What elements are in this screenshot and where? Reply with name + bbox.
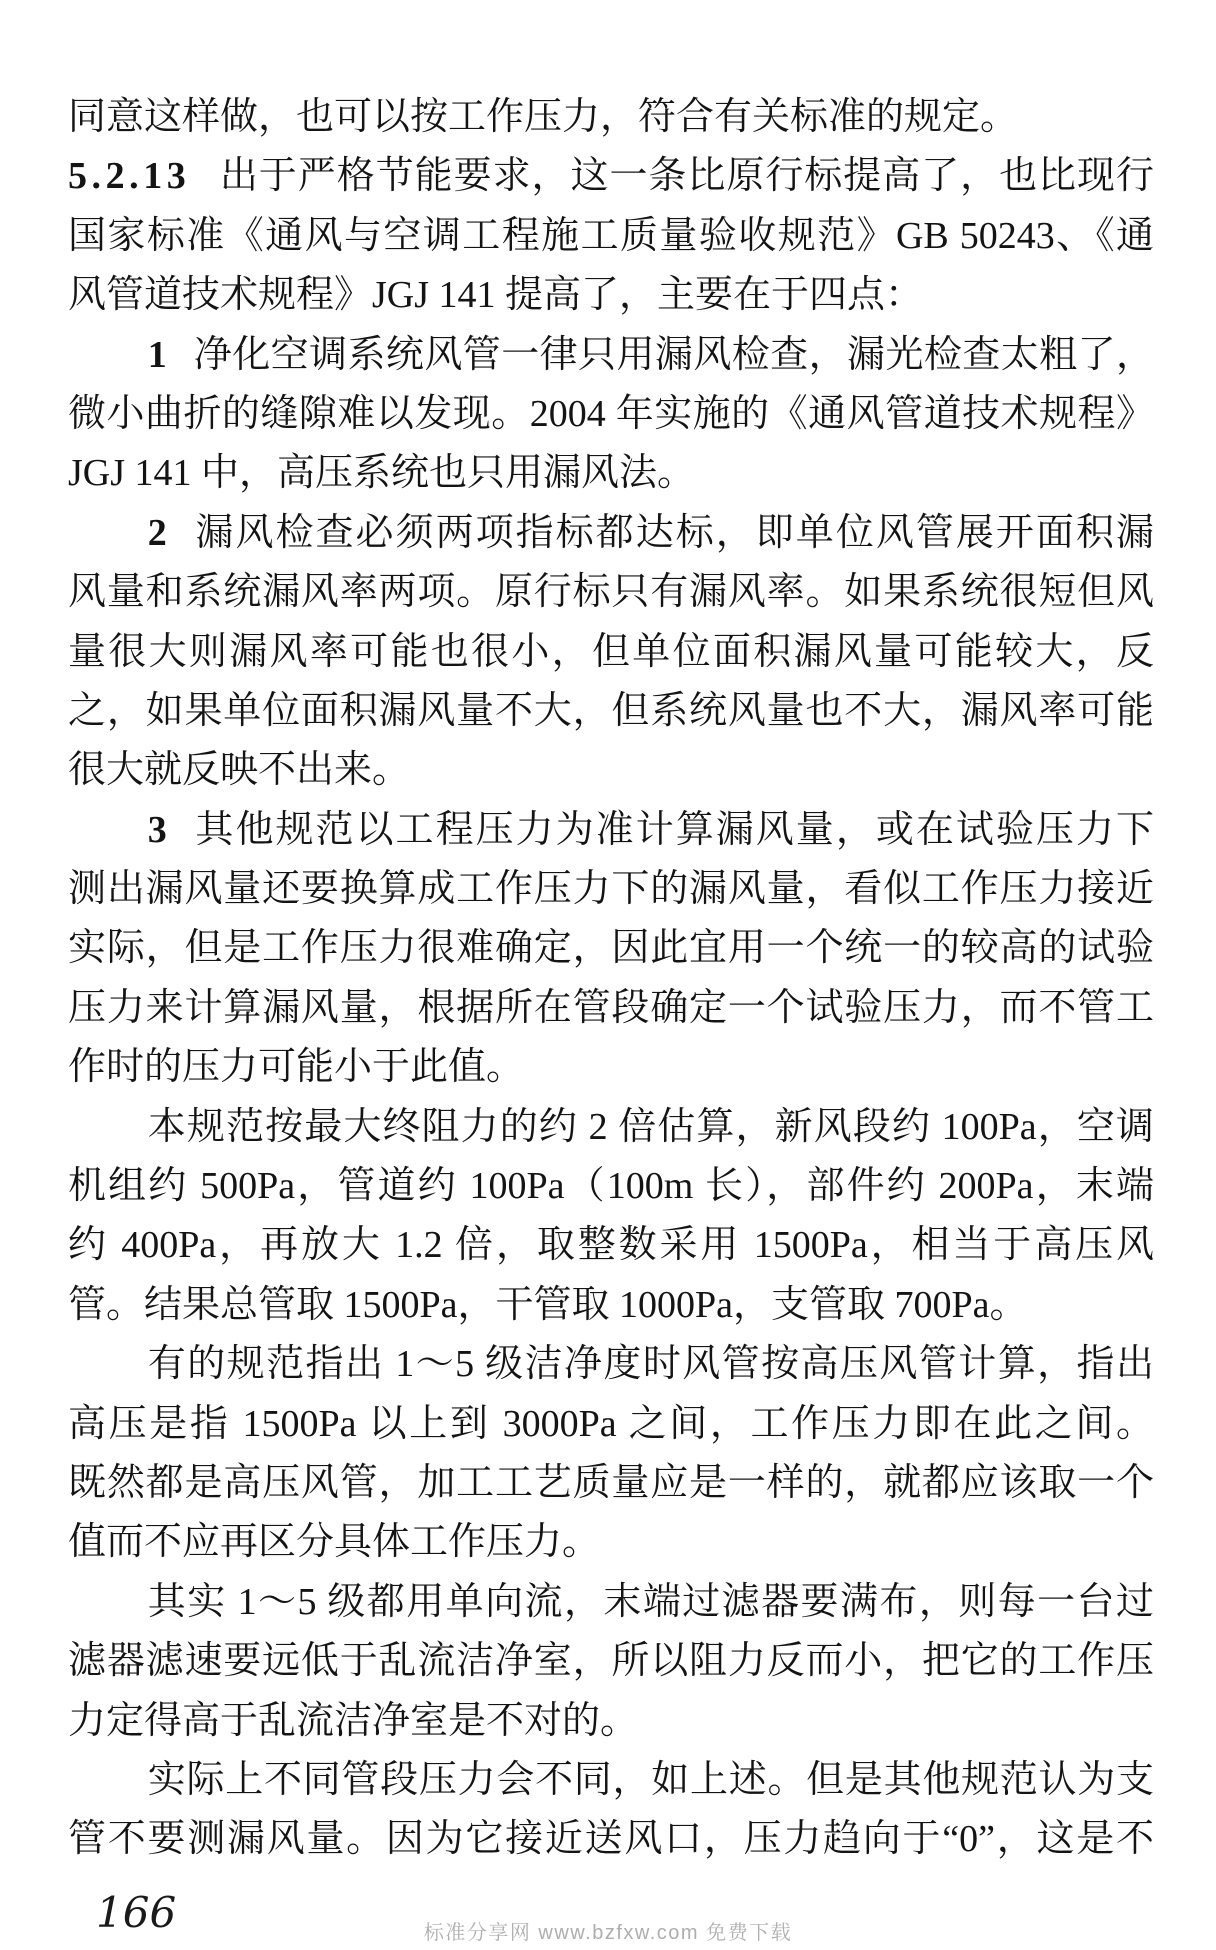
- text-line: [68, 266, 1154, 325]
- text-line: [68, 623, 1154, 682]
- text-line: [68, 563, 1154, 622]
- text-line: [68, 1098, 1154, 1157]
- text-line: [68, 1276, 1154, 1335]
- text-line: [68, 1395, 1154, 1454]
- text-line: [68, 801, 1154, 860]
- line-text: 压力来计算漏风量，根据所在管段确定一个试验压力，而不管工: [68, 986, 1154, 1029]
- line-text: 机组约 500Pa，管道约 100Pa（100m 长），部件约 200Pa，末端: [68, 1165, 1154, 1208]
- text-line: [68, 207, 1154, 266]
- text-line: [68, 444, 1154, 503]
- line-text: 力定得高于乱流洁净室是不对的。: [68, 1699, 639, 1742]
- line-text: 微小曲折的缝隙难以发现。2004 年实施的《通风管道技术规程》: [68, 392, 1154, 435]
- line-text: 本规范按最大终阻力的约 2 倍估算，新风段约 100Pa，空调: [147, 1105, 1154, 1148]
- line-text: 值而不应再区分具体工作压力。: [68, 1521, 601, 1564]
- text-line: [68, 1573, 1154, 1632]
- text-line: [68, 1157, 1154, 1216]
- text-line: [68, 385, 1154, 444]
- text-line: [68, 1692, 1154, 1751]
- line-text: 同意这样做，也可以按工作压力，符合有关标准的规定。: [68, 96, 1019, 138]
- text-line: [68, 88, 1154, 147]
- line-text: 高压是指 1500Pa 以上到 3000Pa 之间，工作压力即在此之间。: [68, 1402, 1154, 1445]
- line-text: 既然都是高压风管，加工工艺质量应是一样的，就都应该取一个: [68, 1461, 1154, 1504]
- line-text: 其他规范以工程压力为准计算漏风量，或在试验压力下: [193, 808, 1154, 851]
- text-line: [68, 682, 1154, 741]
- line-text: 实际，但是工作压力很难确定，因此宜用一个统一的较高的试验: [68, 927, 1154, 970]
- line-text: 之，如果单位面积漏风量不大，但系统风量也不大，漏风率可能: [68, 689, 1154, 732]
- text-line: [68, 919, 1154, 978]
- text-line: [68, 1810, 1154, 1869]
- line-text: 实际上不同管段压力会不同，如上述。但是其他规范认为支: [147, 1758, 1154, 1801]
- text-line: [68, 1632, 1154, 1691]
- line-text: 滤器滤速要远低于乱流洁净室，所以阻力反而小，把它的工作压: [68, 1640, 1154, 1683]
- text-line: [68, 741, 1154, 800]
- line-text: 测出漏风量还要换算成工作压力下的漏风量，看似工作压力接近: [68, 868, 1154, 911]
- text-block: [68, 88, 1154, 1870]
- text-line: [68, 147, 1154, 206]
- line-text: 有的规范指出 1～5 级洁净度时风管按高压风管计算，指出: [147, 1343, 1154, 1386]
- line-text: JGJ 141 中，高压系统也只用漏风法。: [68, 452, 696, 495]
- text-line: [68, 979, 1154, 1038]
- text-line: [68, 1335, 1154, 1394]
- line-text: 管不要测漏风量。因为它接近送风口，压力趋向于“0”，这是不: [68, 1818, 1154, 1861]
- line-text: 漏风检查必须两项指标都达标，即单位风管展开面积漏: [193, 511, 1154, 554]
- line-text: 其实 1～5 级都用单向流，末端过滤器要满布，则每一台过: [147, 1580, 1154, 1623]
- line-text: 量很大则漏风率可能也很小，但单位面积漏风量可能较大，反: [68, 630, 1154, 673]
- line-text: 作时的压力可能小于此值。: [68, 1046, 525, 1089]
- paragraph-number: 3: [147, 808, 167, 851]
- text-line: [68, 1038, 1154, 1097]
- text-line: [68, 504, 1154, 563]
- line-text: 管。结果总管取 1500Pa，干管取 1000Pa，支管取 700Pa。: [68, 1283, 1028, 1326]
- paragraph-number: 2: [147, 511, 167, 554]
- paragraph-number: 5.2.13: [68, 155, 191, 198]
- text-line: [68, 1751, 1154, 1810]
- line-text: 出于严格节能要求，这一条比原行标提高了，也比现行: [218, 155, 1154, 198]
- text-line: [68, 1513, 1154, 1572]
- text-line: [68, 1216, 1154, 1275]
- text-line: [68, 326, 1154, 385]
- line-text: 约 400Pa，再放大 1.2 倍，取整数采用 1500Pa，相当于高压风: [68, 1224, 1154, 1267]
- line-text: 净化空调系统风管一律只用漏风检查，漏光检查太粗了，: [193, 333, 1154, 376]
- page-number: 166: [96, 1888, 177, 1937]
- line-text: 国家标准《通风与空调工程施工质量验收规范》GB 50243、《通: [68, 214, 1154, 257]
- line-text: 风量和系统漏风率两项。原行标只有漏风率。如果系统很短但风: [68, 571, 1154, 614]
- text-line: [68, 860, 1154, 919]
- line-text: 风管道技术规程》JGJ 141 提高了，主要在于四点：: [68, 274, 924, 317]
- line-text: 很大就反映不出来。: [68, 749, 411, 792]
- text-line: [68, 1454, 1154, 1513]
- paragraph-number: 1: [147, 333, 167, 376]
- watermark: 标准分享网 www.bzfxw.com 免费下载: [423, 1922, 793, 1944]
